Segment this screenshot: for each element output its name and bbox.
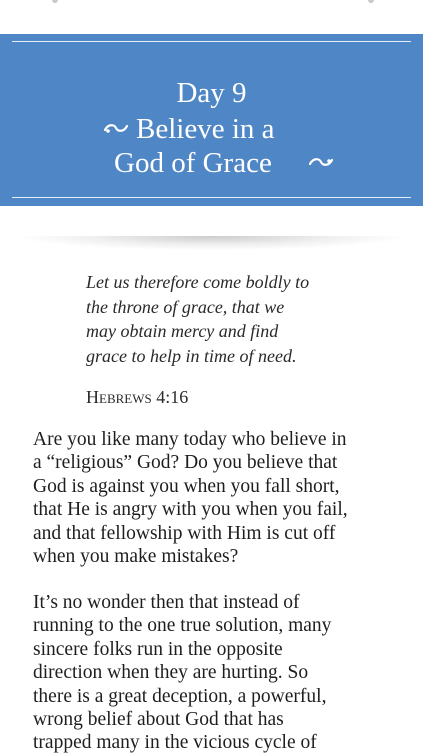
text-line: God is against you when you fall short, — [33, 475, 340, 497]
scripture-quote — [86, 270, 386, 368]
text-line: Are you like many today who believe in — [33, 429, 347, 450]
divider-shadow — [18, 236, 405, 250]
body-paragraph — [33, 591, 403, 755]
text-line: trapped many in the vicious cycle of — [33, 732, 317, 754]
text-line: there is a great deception, a powerful, — [33, 685, 327, 707]
text-line: and that fellowship with Him is cut off — [33, 522, 336, 544]
scripture-line: may obtain mercy and find — [86, 321, 279, 341]
text-line: a “religious” God? Do you believe that — [33, 452, 338, 474]
chapter-title-line: Believe in a — [136, 113, 275, 145]
text-line: running to the one true solution, many — [33, 615, 332, 637]
status-indicator — [368, 0, 374, 3]
scripture-line: the throne of grace, that we — [86, 296, 285, 317]
scripture-line: Let us therefore come boldly to — [86, 272, 310, 292]
banner-bottom-rule — [12, 197, 411, 198]
body-paragraph — [33, 428, 403, 568]
text-line: direction when they are hurting. So — [33, 662, 309, 684]
chapter-banner — [0, 34, 423, 206]
flourish-icon — [103, 121, 129, 135]
text-line: that He is angry with you when you fail, — [33, 499, 348, 521]
text-line: when you make mistakes? — [33, 546, 239, 568]
scripture-reference: Hebrews 4:16 — [86, 387, 189, 407]
flourish-icon — [308, 155, 334, 169]
scripture-line: grace to help in time of need. — [86, 345, 297, 366]
text-line: sincere folks run in the opposite — [33, 638, 283, 660]
chapter-title-line: God of Grace — [114, 147, 272, 179]
status-indicator — [52, 0, 58, 3]
banner-top-rule — [12, 41, 411, 42]
status-bar-area — [0, 0, 423, 34]
text-line: wrong belief about God that has — [33, 709, 284, 731]
text-line: It’s no wonder then that instead of — [33, 592, 300, 613]
day-title: Day 9 — [176, 77, 247, 109]
